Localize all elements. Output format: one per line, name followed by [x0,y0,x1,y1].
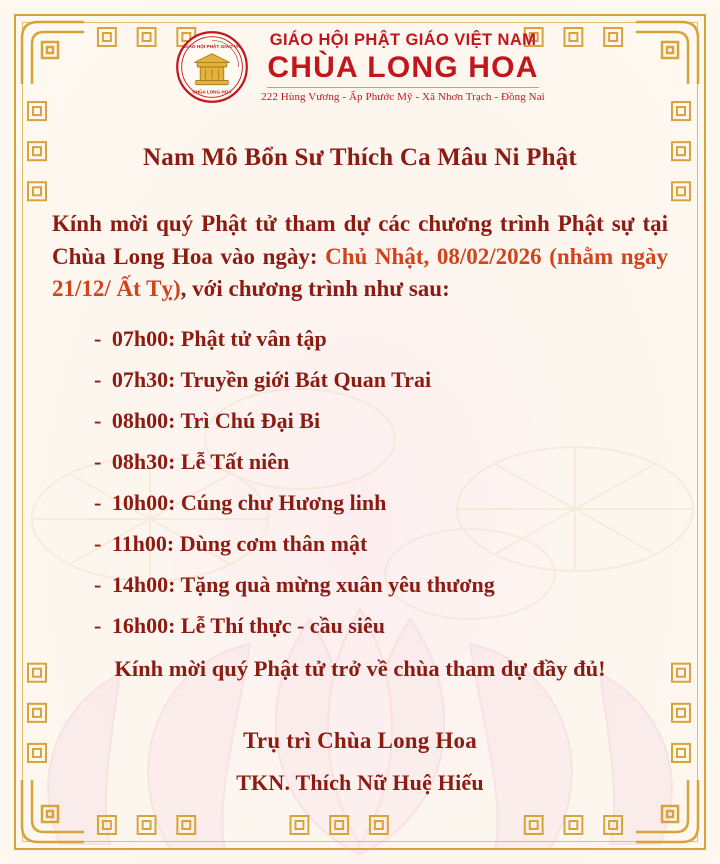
schedule-time: 08h30: [111,448,176,474]
schedule-bullet: - [94,530,102,556]
salutation-line: Nam Mô Bổn Sư Thích Ca Mâu Ni Phật [143,144,577,171]
schedule-activity: Cúng chư Hương linh [180,489,387,515]
schedule-item [94,530,668,556]
temple-name: CHÙA LONG HOA [267,50,539,84]
schedule-item [94,407,668,433]
schedule-item [94,366,668,392]
schedule-time: 11h00: [111,530,175,556]
schedule-time: 16h00: [111,612,176,638]
signature-block [52,728,668,796]
schedule-time: 14h00: [111,571,176,597]
schedule-item [94,571,668,597]
schedule-activity: Lễ Tất niên [180,448,290,474]
schedule-bullet: - [94,448,102,474]
schedule-item [94,612,668,638]
schedule-bullet: - [94,571,102,597]
schedule-bullet: - [94,366,102,392]
schedule-activity: Truyền giới Bát Quan Trai [180,366,432,392]
schedule-bullet: - [94,325,102,351]
temple-address: 222 Hùng Vương - Ấp Phước Mỹ - Xã Nhơn Trạch - Đồng Nai [261,91,545,104]
invitation-date-highlight: Chủ Nhật, 08/02/2026 (nhằm ngày 21/12/ Ất Tỵ) [52,243,668,302]
signature-name: TKN. Thích Nữ Huệ Hiếu [236,769,484,795]
svg-text:CHÙA LONG HOA: CHÙA LONG HOA [192,89,232,95]
temple-seal-logo-icon [175,30,249,104]
border-pattern-right [664,96,700,768]
header-text-block [261,31,545,104]
schedule-time: 10h00: [111,489,176,515]
schedule-bullet: - [94,612,102,638]
schedule-item [94,325,668,351]
svg-text:GIÁO HỘI PHẬT GIÁO VN: GIÁO HỘI PHẬT GIÁO VN [183,44,241,50]
schedule-bullet: - [94,489,102,515]
schedule-activity: Lễ Thí thực - cầu siêu [180,612,385,638]
signature-role: Trụ trì Chùa Long Hoa [243,727,477,753]
schedule-activity: Dùng cơm thân mật [179,530,368,556]
border-pattern-left [20,96,56,768]
schedule-item [94,489,668,515]
schedule-activity: Trì Chú Đại Bi [180,407,321,433]
schedule-activity: Phật tử vân tập [180,325,327,351]
schedule-time: 07h30: [111,366,176,392]
schedule-activity: Tặng quà mừng xuân yêu thương [180,571,495,597]
schedule-bullet: - [94,407,102,433]
invitation-paragraph [52,208,668,306]
closing-line: Kính mời quý Phật tử trở về chùa tham dự đầy đủ! [114,655,606,681]
schedule-time: 07h00: [111,325,176,351]
header-divider [267,87,539,88]
organization-name: GIÁO HỘI PHẬT GIÁO VIỆT NAM [269,30,537,49]
schedule-time: 08h00: [111,407,176,433]
invitation-text-part2: , với chương trình như sau: [180,276,450,302]
schedule-item [94,448,668,474]
schedule-list [52,325,668,638]
poster-content [52,24,668,840]
invitation-text-part1: Kính mời quý Phật tử tham dự các chương trình Phật sự tại Chùa Long Hoa vào ngày: [52,211,668,269]
poster-header [52,30,668,104]
